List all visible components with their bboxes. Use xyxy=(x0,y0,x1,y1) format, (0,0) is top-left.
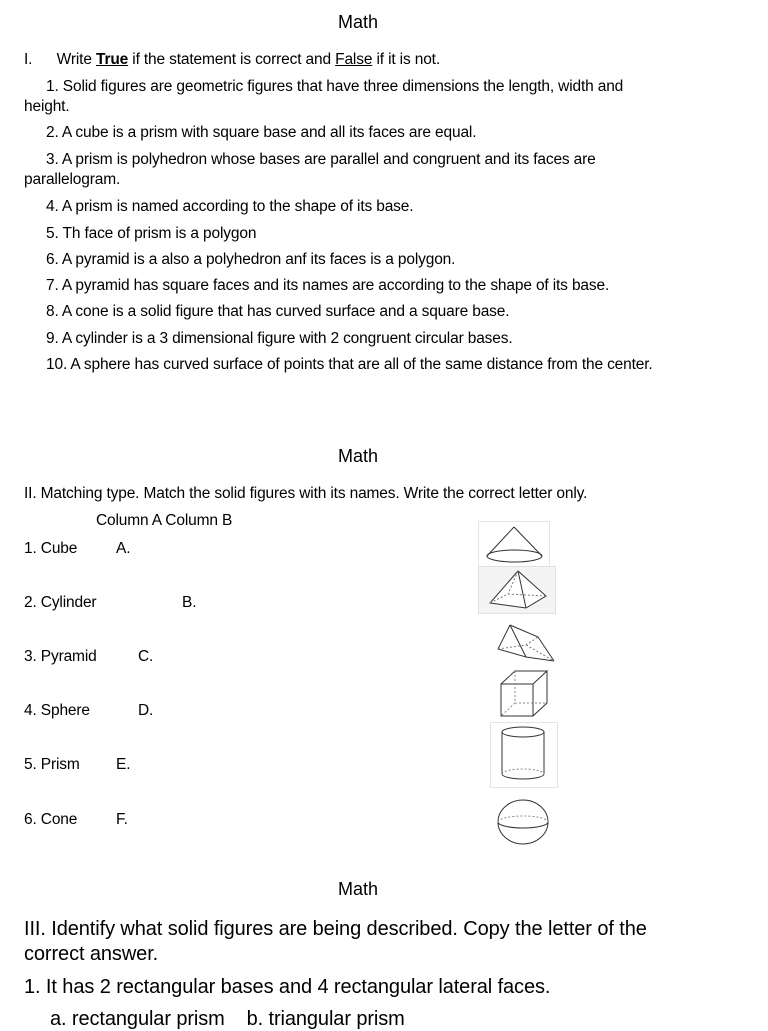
match-letter-2: B. xyxy=(182,594,197,611)
tf-item-6: 6. A pyramid is a also a polyhedron anf its faces is a polygon. xyxy=(46,251,456,268)
section-3-choices: a. rectangular prism b. triangular prism xyxy=(50,1008,405,1030)
instruction-true-word: True xyxy=(95,51,129,68)
match-name-1: 1. Cube xyxy=(24,540,78,557)
cylinder-icon xyxy=(490,722,558,788)
tf-item-5: 5. Th face of prism is a polygon xyxy=(46,225,257,242)
section-3-instruction-line2: correct answer. xyxy=(24,943,159,965)
tf-item-9: 9. A cylinder is a 3 dimensional figure with 2 congruent circular bases. xyxy=(46,330,513,347)
tf-item-3: 3. A prism is polyhedron whose bases are parallel and congruent and its faces are xyxy=(46,151,596,168)
match-letter-1: A. xyxy=(116,540,131,557)
match-name-5: 5. Prism xyxy=(24,756,80,773)
match-name-2: 2. Cylinder xyxy=(24,594,97,611)
section-3-instruction-line1: III. Identify what solid figures are being described. Copy the letter of the xyxy=(24,918,647,940)
match-name-6: 6. Cone xyxy=(24,811,78,828)
cube-icon xyxy=(498,668,552,720)
match-letter-4: D. xyxy=(138,702,154,719)
match-name-3: 3. Pyramid xyxy=(24,648,97,665)
tf-item-3-cont: parallelogram. xyxy=(24,171,121,188)
match-letter-5: E. xyxy=(116,756,131,773)
triangular-prism-icon xyxy=(492,619,558,667)
tf-item-8: 8. A cone is a solid figure that has curved surface and a square base. xyxy=(46,303,510,320)
section-3-question-1: 1. It has 2 rectangular bases and 4 rectangular lateral faces. xyxy=(24,976,551,998)
tf-item-10: 10. A sphere has curved surface of points that are all of the same distance from the center. xyxy=(46,356,653,373)
instruction-text-post: if it is not. xyxy=(376,51,440,68)
section-1-instruction xyxy=(24,51,440,69)
section-1-title: Math xyxy=(337,12,379,32)
match-letter-6: F. xyxy=(116,811,128,828)
match-name-4: 4. Sphere xyxy=(24,702,90,719)
match-letter-3: C. xyxy=(138,648,154,665)
section-2-title: Math xyxy=(337,446,379,466)
instruction-text-pre: Write xyxy=(56,51,92,68)
tf-item-1: 1. Solid figures are geometric figures that have three dimensions the length, width and xyxy=(46,78,624,95)
tf-item-7: 7. A pyramid has square faces and its names are according to the shape of its base. xyxy=(46,277,610,294)
tf-item-2: 2. A cube is a prism with square base and all its faces are equal. xyxy=(46,124,477,141)
tf-item-4: 4. A prism is named according to the shape of its base. xyxy=(46,198,414,215)
section-1-roman: I. xyxy=(24,51,33,68)
instruction-text-mid: if the statement is correct and xyxy=(132,51,331,68)
cone-icon xyxy=(478,521,550,567)
columns-header: Column A Column B xyxy=(96,512,233,529)
sphere-icon xyxy=(494,796,552,848)
tf-item-1-cont: height. xyxy=(24,98,70,115)
section-3-title: Math xyxy=(337,879,379,899)
section-2-instruction: II. Matching type. Match the solid figures with its names. Write the correct letter only. xyxy=(24,485,588,502)
instruction-false-word: False xyxy=(335,51,373,68)
pyramid-icon xyxy=(478,566,556,614)
